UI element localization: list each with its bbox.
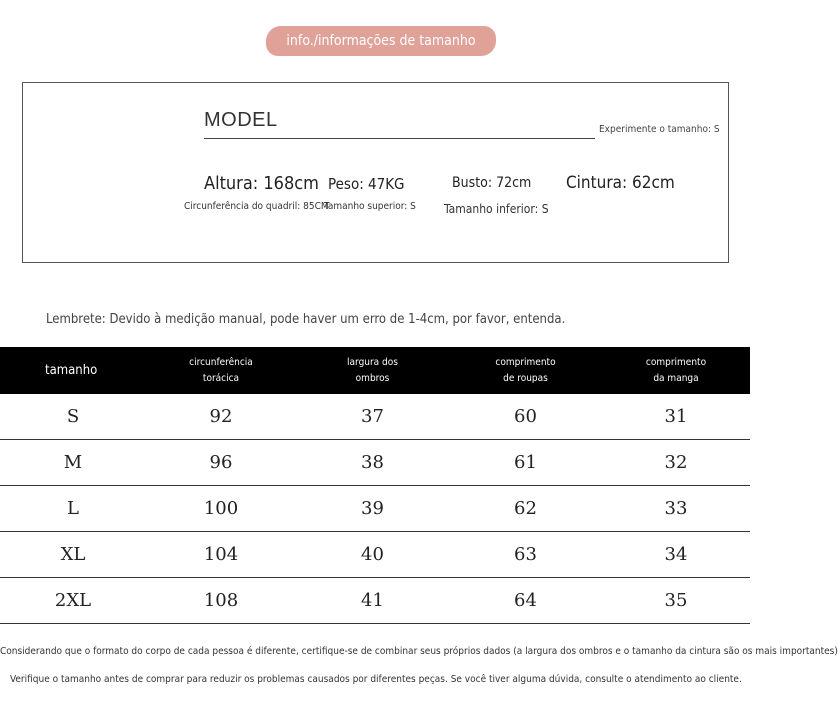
- cell-size: L: [0, 486, 146, 532]
- header-sleeve: comprimento da manga: [602, 347, 750, 394]
- table-row: [0, 394, 750, 440]
- header-size: tamanho: [0, 347, 146, 394]
- table-row: [0, 532, 750, 578]
- cell-length: 62: [449, 486, 602, 532]
- cell-sleeve: 35: [602, 578, 750, 624]
- table-row: [0, 578, 750, 624]
- cell-shoulder: 38: [296, 440, 449, 486]
- cell-shoulder: 41: [296, 578, 449, 624]
- model-bust: Busto: 72cm: [452, 175, 532, 191]
- model-title-underline: [204, 138, 595, 139]
- model-try-size: Experimente o tamanho: S: [599, 124, 720, 135]
- measurement-reminder: Lembrete: Devido à medição manual, pode haver um erro de 1-4cm, por favor, entenda.: [46, 312, 566, 327]
- header-chest: circunferência torácica: [146, 347, 296, 394]
- model-height: Altura: 168cm: [204, 173, 319, 194]
- model-weight: Peso: 47KG: [328, 175, 405, 193]
- cell-size: 2XL: [0, 578, 146, 624]
- cell-sleeve: 32: [602, 440, 750, 486]
- cell-chest: 96: [146, 440, 296, 486]
- table-row: [0, 486, 750, 532]
- model-top-size: Tamanho superior: S: [324, 201, 416, 212]
- header-shoulder: largura dos ombros: [296, 347, 449, 394]
- cell-chest: 92: [146, 394, 296, 440]
- cell-length: 63: [449, 532, 602, 578]
- size-table: [0, 347, 750, 624]
- cell-chest: 108: [146, 578, 296, 624]
- cell-size: S: [0, 394, 146, 440]
- model-title: MODEL: [204, 109, 278, 131]
- cell-shoulder: 39: [296, 486, 449, 532]
- footer-note-check-size: Verifique o tamanho antes de comprar para reduzir os problemas causados por diferentes peças. Se você tiver alguma dúvida, consulte o atendimento ao cliente.: [10, 674, 742, 685]
- cell-size: M: [0, 440, 146, 486]
- table-row: [0, 440, 750, 486]
- cell-sleeve: 34: [602, 532, 750, 578]
- cell-sleeve: 33: [602, 486, 750, 532]
- cell-chest: 104: [146, 532, 296, 578]
- model-hip: Circunferência do quadril: 85CM: [184, 201, 329, 212]
- footer-note-body-shape: Considerando que o formato do corpo de cada pessoa é diferente, certifique-se de combinar seus próprios dados (a largura dos ombros e o tamanho da cintura são os mais importantes): [0, 646, 838, 657]
- header-length: comprimento de roupas: [449, 347, 602, 394]
- model-info-box: [22, 82, 729, 263]
- cell-shoulder: 40: [296, 532, 449, 578]
- cell-length: 64: [449, 578, 602, 624]
- cell-length: 61: [449, 440, 602, 486]
- model-waist: Cintura: 62cm: [566, 173, 675, 193]
- cell-size: XL: [0, 532, 146, 578]
- cell-length: 60: [449, 394, 602, 440]
- cell-shoulder: 37: [296, 394, 449, 440]
- cell-chest: 100: [146, 486, 296, 532]
- size-table-header: [0, 347, 750, 394]
- model-bottom-size: Tamanho inferior: S: [444, 202, 549, 216]
- size-info-badge: info./informações de tamanho: [266, 26, 496, 56]
- cell-sleeve: 31: [602, 394, 750, 440]
